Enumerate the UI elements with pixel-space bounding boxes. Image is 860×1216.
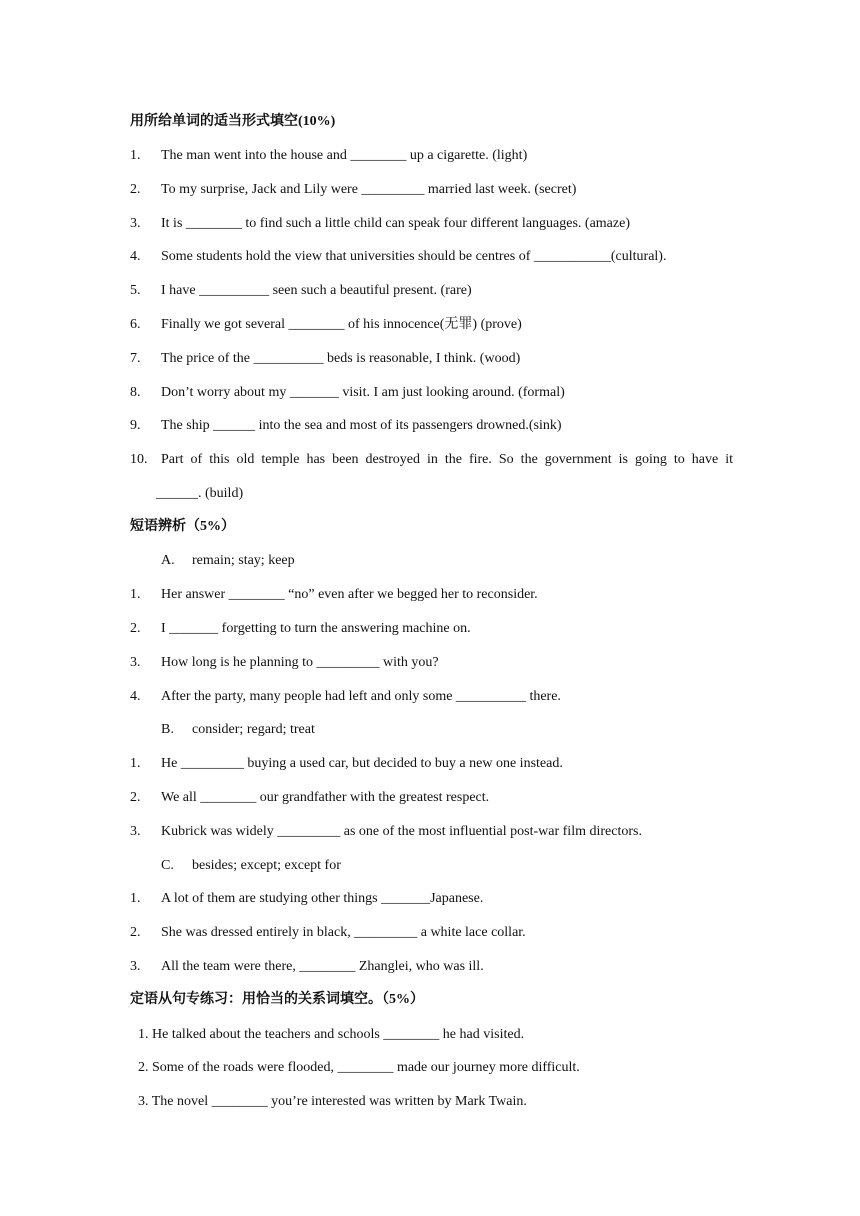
item-text: Her answer ________ “no” even after we begged her to reconsider.	[161, 587, 538, 602]
item-text: I have __________ seen such a beautiful present. (rare)	[161, 283, 472, 298]
group-letter: A.	[161, 553, 175, 568]
item-text: After the party, many people had left and only some __________ there.	[161, 689, 561, 704]
group-words: remain; stay; keep	[192, 553, 295, 568]
item-number: 3.	[130, 824, 141, 839]
item-text: The man went into the house and ________ up a cigarette. (light)	[161, 148, 528, 163]
item-number: 2.	[130, 925, 141, 940]
item-text: I _______ forgetting to turn the answering machine on.	[161, 621, 471, 636]
item-number: 6.	[130, 317, 141, 332]
item-text: The ship ______ into the sea and most of its passengers drowned.(sink)	[161, 418, 562, 433]
item-text: Part of this old temple has been destroyed in the fire. So the government is going to have it	[161, 452, 733, 467]
item-text: 1. He talked about the teachers and schools ________ he had visited.	[138, 1027, 525, 1042]
item-text: The price of the __________ beds is reasonable, I think. (wood)	[161, 351, 521, 366]
item-text: 3. The novel ________ you’re interested was written by Mark Twain.	[138, 1094, 527, 1109]
item-text: Don’t worry about my _______ visit. I am just looking around. (formal)	[161, 385, 565, 400]
item-number: 1.	[130, 891, 141, 906]
item-text: 2. Some of the roads were flooded, ________ made our journey more difficult.	[138, 1060, 580, 1075]
item-number: 10.	[130, 452, 148, 467]
section2-title: 短语辨析（5%）	[130, 519, 235, 534]
item-text: Finally we got several ________ of his innocence(无罪) (prove)	[161, 317, 522, 332]
item-number: 4.	[130, 689, 141, 704]
item-text: Some students hold the view that universities should be centres of ___________(cultural).	[161, 249, 667, 264]
item-text: She was dressed entirely in black, _________ a white lace collar.	[161, 925, 526, 940]
item-text: To my surprise, Jack and Lily were _________ married last week. (secret)	[161, 182, 577, 197]
item-text-continued: ______. (build)	[156, 486, 244, 501]
item-text: It is ________ to find such a little child can speak four different languages. (amaze)	[161, 216, 630, 231]
item-number: 3.	[130, 216, 141, 231]
item-text: How long is he planning to _________ with you?	[161, 655, 439, 670]
group-letter: B.	[161, 722, 174, 737]
item-number: 2.	[130, 182, 141, 197]
group-words: besides; except; except for	[192, 858, 341, 873]
item-text: A lot of them are studying other things _______Japanese.	[161, 891, 484, 906]
item-number: 3.	[130, 959, 141, 974]
item-number: 2.	[130, 790, 141, 805]
item-text: We all ________ our grandfather with the greatest respect.	[161, 790, 490, 805]
item-number: 4.	[130, 249, 141, 264]
item-number: 1.	[130, 756, 141, 771]
item-number: 3.	[130, 655, 141, 670]
item-number: 2.	[130, 621, 141, 636]
item-number: 1.	[130, 148, 141, 163]
item-number: 8.	[130, 385, 141, 400]
item-text: All the team were there, ________ Zhanglei, who was ill.	[161, 959, 484, 974]
item-number: 1.	[130, 587, 141, 602]
item-number: 9.	[130, 418, 141, 433]
section1-title: 用所给单词的适当形式填空(10%)	[130, 114, 336, 129]
item-number: 7.	[130, 351, 141, 366]
group-letter: C.	[161, 858, 174, 873]
item-text: Kubrick was widely _________ as one of the most influential post-war film directors.	[161, 824, 642, 839]
item-text: He _________ buying a used car, but decided to buy a new one instead.	[161, 756, 563, 771]
section3-title: 定语从句专练习：用恰当的关系词填空。（5%）	[130, 992, 424, 1007]
group-words: consider; regard; treat	[192, 722, 315, 737]
item-number: 5.	[130, 283, 141, 298]
